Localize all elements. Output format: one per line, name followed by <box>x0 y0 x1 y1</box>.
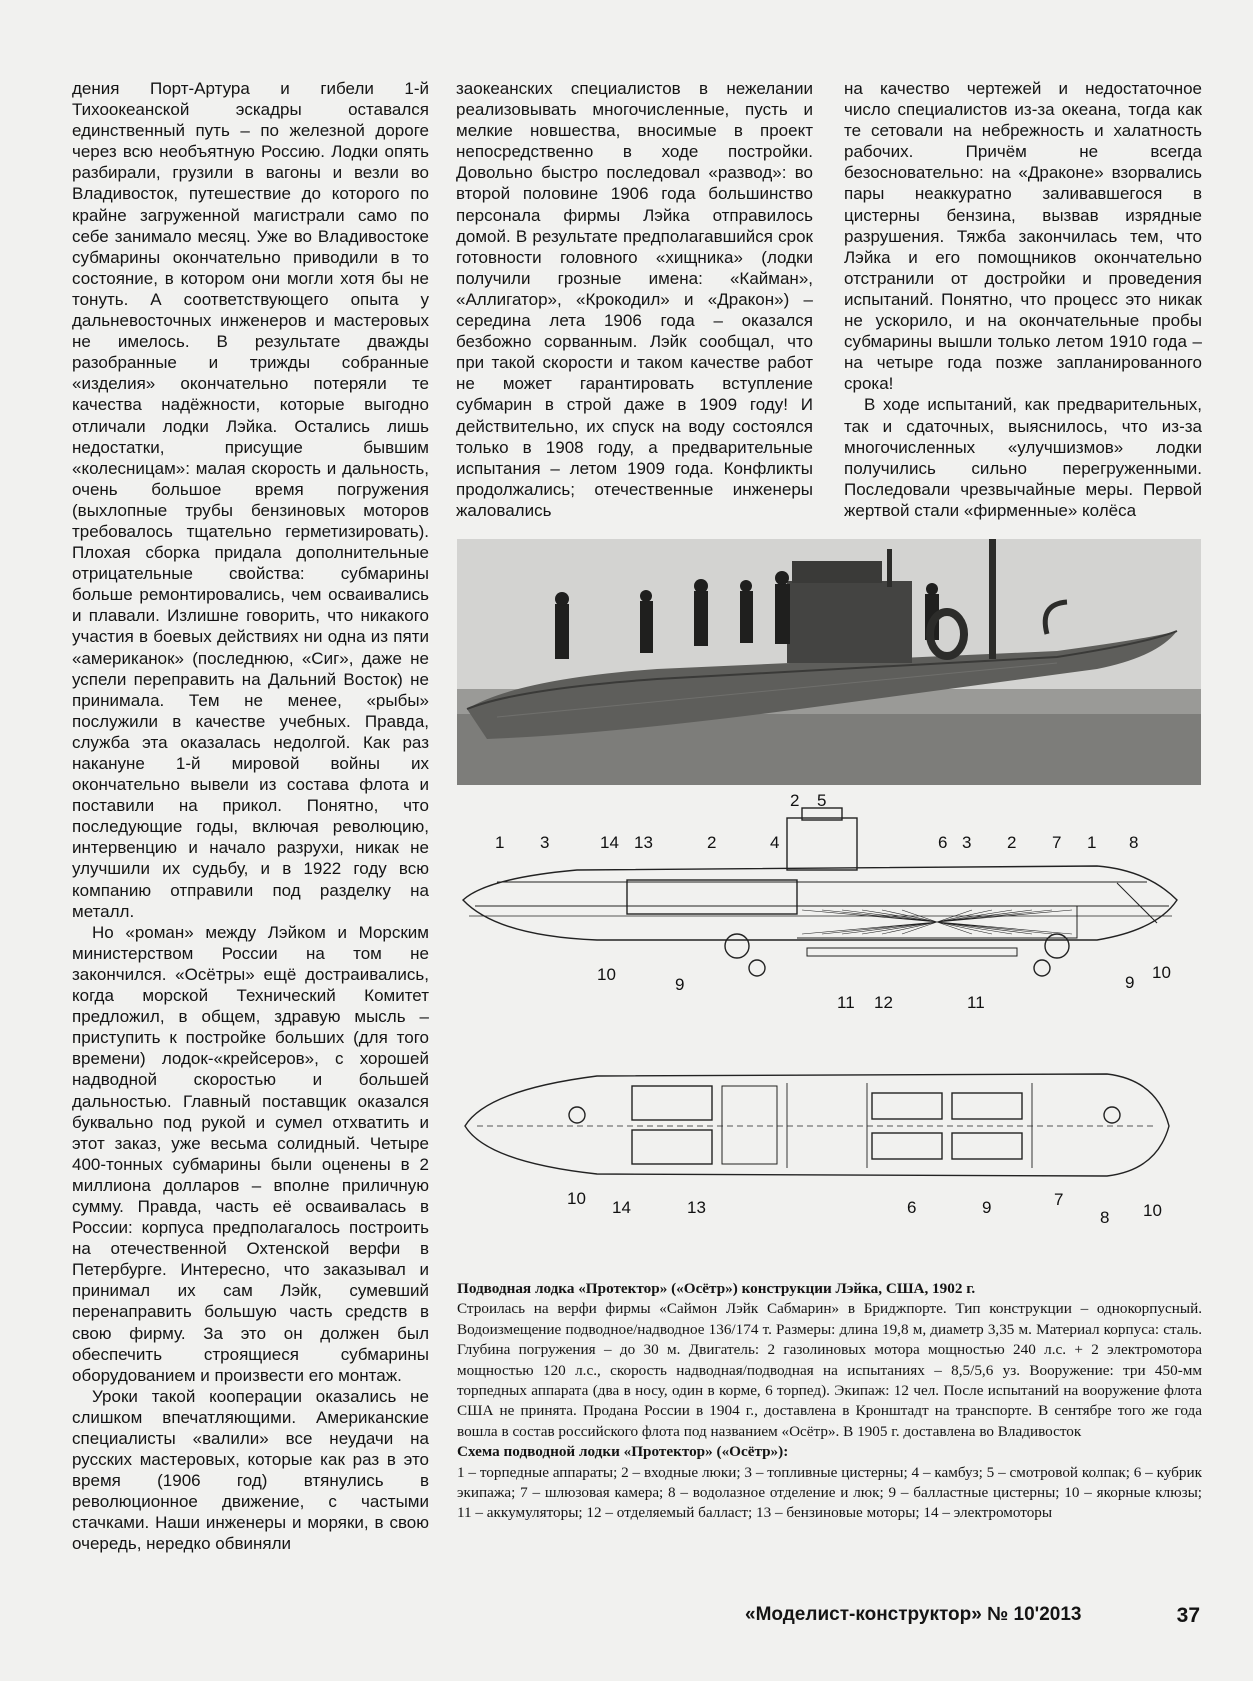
label-13: 13 <box>687 1198 706 1217</box>
submarine-scheme-drawing <box>457 791 1205 1256</box>
label-9: 9 <box>675 975 685 994</box>
side-view <box>463 808 1177 976</box>
caption-title: Подводная лодка «Протектор» («Осётр») конструкции Лэйка, США, 1902 г. <box>457 1280 976 1297</box>
paragraph: Уроки такой кооперации оказались не слишком впечатляющими. Американские специалисты «валили» все неудачи на русских мастеровых, которые как раз в это время (1906 год) втянулись в революционное движение, с частыми стачками. Наши инженеры и моряки, в свою очередь, нередко обвиняли <box>72 1386 429 1554</box>
scheme-legend: 1 – торпедные аппараты; 2 – входные люки; 3 – топливные цистерны; 4 – камбуз; 5 – смотровой колпак; 6 – кубрик экипажа; 7 – шлюзовая камера; 8 – водолазное отделение и люк; 9 – балластные цистерны; 10 – якорные клюзы; 11 – аккумуляторы; 12 – отделяемый балласт; 13 – бензиновые моторы; 14 – электромоторы <box>457 1463 1202 1522</box>
label-14: 14 <box>612 1198 631 1217</box>
label-6: 6 <box>907 1198 917 1217</box>
label-7: 7 <box>1054 1190 1064 1209</box>
paragraph: заокеанских специалистов в нежелании реализовывать многочисленные, пусть и мелкие новшества, вносимые в проект непосредственно в ходе постройки. Довольно быстро последовал «развод»: во второй половине 1906 года большинство персонала фирмы Лэйка отправилось домой. В результате предполагавшийся срок готовности головного «хищника» (лодки получили грозные имена: «Кайман», «Аллигатор», «Крокодил» и «Дракон») – середина лета 1906 года – оказался безбожно сорванным. Лэйк сообщал, что при такой скорости и таком качестве работ не может гарантировать вступление субмарин в строй даже в 1909 году! И действительно, их спуск на воду состоялся только в 1908 году, а предварительные испытания – летом 1909 года. Конфликты продолжались; отечественные инженеры жаловались <box>456 79 813 520</box>
page-footer <box>745 1604 1200 1630</box>
label-2: 2 <box>790 791 800 810</box>
text-column-1 <box>72 78 429 1555</box>
text-column-3 <box>844 78 1202 521</box>
scheme-title: Схема подводной лодки «Протектор» («Осётр»): <box>457 1443 789 1461</box>
submarine-scheme-art <box>457 791 1205 1256</box>
label-13: 13 <box>634 833 653 852</box>
label-10: 10 <box>1143 1201 1162 1220</box>
label-4: 4 <box>770 833 780 852</box>
label-7: 7 <box>1052 833 1062 852</box>
label-11: 11 <box>967 993 985 1012</box>
label-6: 6 <box>938 833 948 852</box>
paragraph: дения Порт-Артура и гибели 1-й Тихоокеанской эскадры оставался единственный путь – по железной дороге через всю необъятную Россию. Лодки опять разбирали, грузили в вагоны и везли во Владивосток, путешествие до которого по крайне загруженной магистрали само по себе занимало месяц. Уже во Владивостоке субмарины окончательно приводили в то состояние, в котором они могли хотя бы не тонуть. А соответствующего опыта у дальневосточных инженеров и мастеровых не имелось. В результате дважды разобранные и трижды собранные «изделия» окончательно потеряли те качества надёжности, которые выгодно отличали лодки Лэйка. Остались лишь недостатки, присущие бывшим «колесницам»: малая скорость и дальность, очень большое время погружения (выхлопные трубы бензиновых моторов требовалось тщательно герметизировать). Плохая сборка придала дополнительные отрицательные свойства: субмарины больше ремонтировались, чем осваивались и плавали. Излишне говорить, что никакого участия в боевых действиях ни одна из пяти «американок» (последнюю, «Сиг», даже не успели переправить на Дальний Восток) не принимала. Тем не менее, «рыбы» послужили в качестве учебных. Правда, служба эта оказалась недолгой. Как раз накануне 1-й мировой войны их окончательно вывели из состава флота и поставили на прикол. Понятно, что последующие годы, включая революцию, интервенцию и начало разрухи, никак не улучшили их судьбу, и в 1922 году всю компанию отправили под разделку на металл. <box>72 79 429 921</box>
label-14: 14 <box>600 833 619 852</box>
label-1: 1 <box>1087 833 1097 852</box>
magazine-title: «Моделист-конструктор» № 10'2013 <box>745 1604 1082 1625</box>
caption-text: Строилась на верфи фирмы «Саймон Лэйк Сабмарин» в Бриджпорте. Тип конструкции – однокорпусный. Водоизмещение подводное/надводное 136/174 т. Размеры: длина 19,8 м, диаметр 3,35 м. Материал корпуса: сталь. Глубина погружения – до 30 м. Двигатель: 2 газолиновых мотора мощностью 240 л.с. + 2 электромотора мощностью 120 л.с., скорость надводная/подводная на испытаниях – 8,5/5,6 уз. Вооружение: три 450-мм торпедных аппарата (два в носу, один в корме, 6 торпед). Экипаж: 12 чел. После испытаний на вооружение флота США не принята. Продана России в 1904 г., доставлена в Кронштадт на транспорте. В сентябре того же года вошла в состав российского флота под названием «Осётр». В 1905 г. доставлена во Владивосток <box>457 1300 1202 1440</box>
label-12: 12 <box>874 993 893 1012</box>
submarine-photo <box>457 539 1201 785</box>
label-1: 1 <box>495 833 505 852</box>
label-8: 8 <box>1129 833 1139 852</box>
text-column-2 <box>456 78 813 521</box>
label-10: 10 <box>567 1189 586 1208</box>
figure-caption <box>457 1279 1202 1524</box>
page-number: 37 <box>1176 1604 1200 1627</box>
submarine-photo-art <box>457 539 1201 785</box>
label-9: 9 <box>982 1198 992 1217</box>
label-3: 3 <box>962 833 972 852</box>
label-2: 2 <box>707 833 717 852</box>
label-11: 11 <box>837 993 855 1012</box>
label-10: 10 <box>1152 963 1171 982</box>
label-3: 3 <box>540 833 550 852</box>
paragraph: Но «роман» между Лэйком и Морским министерством России на том не закончился. «Осётры» ещё достраивались, когда морской Технический Комитет предложил, в общем, здравую мысль – приступить к постройке больших (для того времени) лодок-«крейсеров», с хорошей надводной скоростью и большей дальностью. Главный поставщик оказался буквально под рукой и сумел отхватить и этот заказ, уже весьма солидный. Четыре 400-тонных субмарины были оценены в 2 миллиона долларов – вполне приличную сумму. Правда, часть её осваивалась в России: корпуса предполагалось построить на отечественной Охтенской верфи в Петербурге. Интересно, что заказывал и принимал их сам Лэйк, сумевший перенаправить большую часть средств в свою фирму. За это он должен был обеспечить строящиеся субмарины оборудованием и произвести его монтаж. <box>72 922 429 1385</box>
plan-view <box>465 1074 1169 1176</box>
label-5: 5 <box>817 791 827 810</box>
label-8: 8 <box>1100 1208 1110 1227</box>
label-10: 10 <box>597 965 616 984</box>
label-2: 2 <box>1007 833 1017 852</box>
plan-view-labels <box>567 1189 1162 1227</box>
paragraph: В ходе испытаний, как предварительных, так и сдаточных, выяснилось, что из-за многочисленных «улучшизмов» лодки получились сильно перегруженными. Последовали чрезвычайные меры. Первой жертвой стали «фирменные» колёса <box>844 395 1202 520</box>
label-9: 9 <box>1125 973 1135 992</box>
paragraph: на качество чертежей и недостаточное число специалистов из-за океана, тогда как те сетовали на небрежность и халатность рабочих. Причём не всегда безосновательно: на «Драконе» взорвались пары неаккуратно заливавшегося в цистерны бензина, вызвав изрядные разрушения. Тяжба закончилась тем, что Лэйка и его помощников окончательно отстранили от достройки и проведения испытаний. Понятно, что процесс это никак не ускорило, и на окончательные пробы субмарины вышли только летом 1910 года – на четыре года позже запланированного срока! <box>844 79 1202 394</box>
side-view-labels <box>495 791 1171 1012</box>
